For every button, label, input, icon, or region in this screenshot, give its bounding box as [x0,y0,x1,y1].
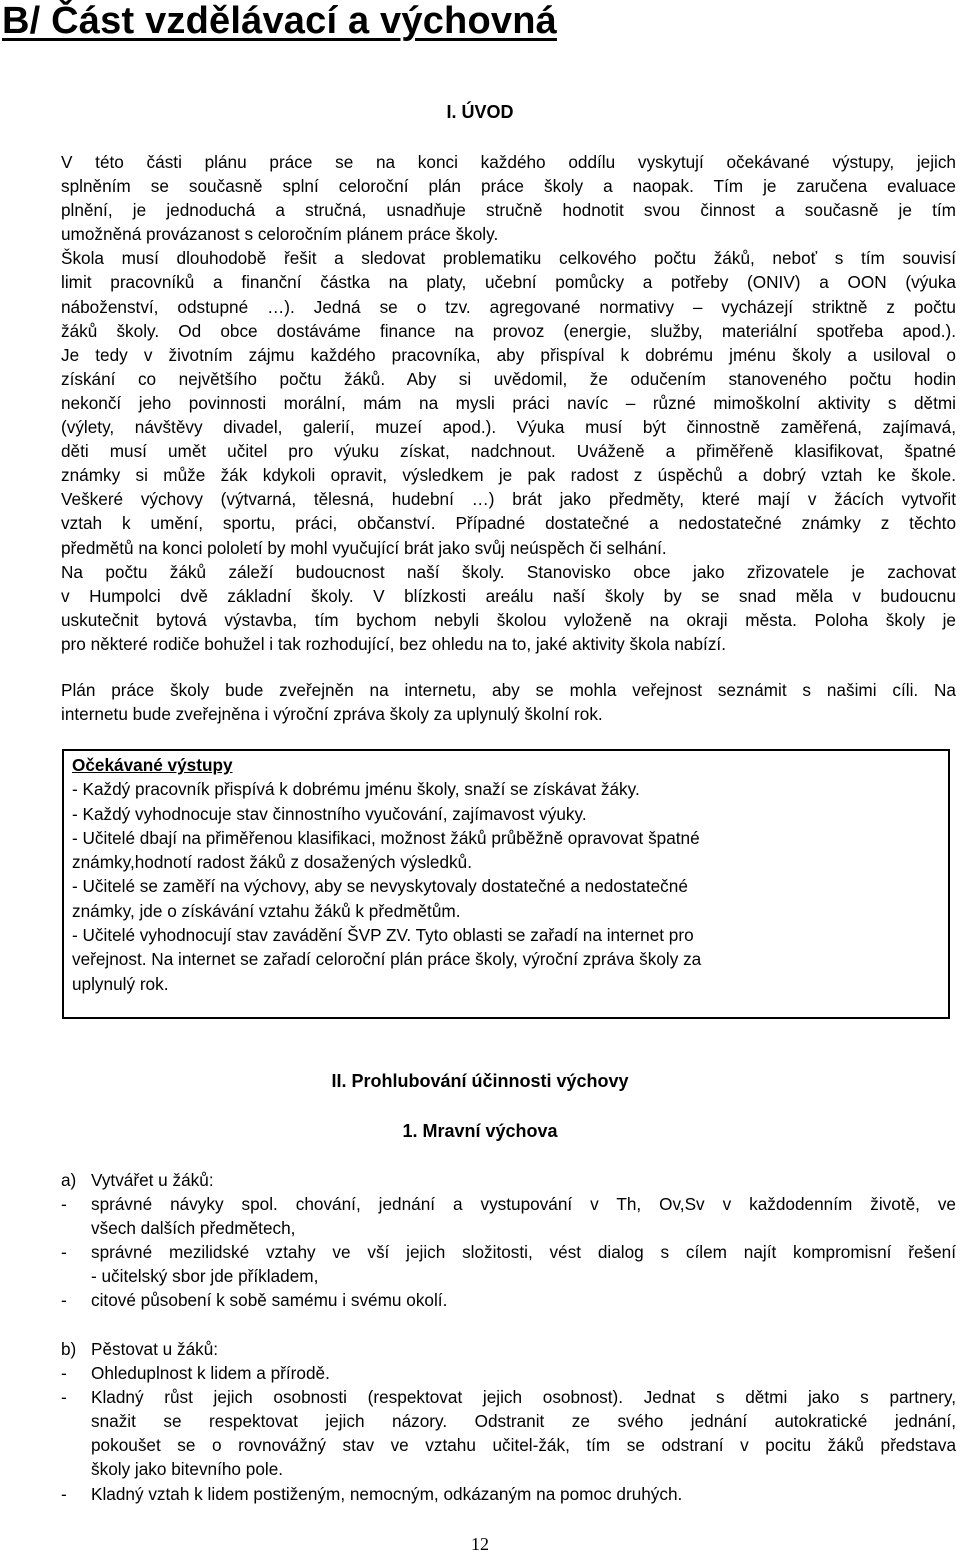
text-line: náboženství, odstupné …). Jedná se o tzv. agregované normativy – vycházejí striktně z počtu [61,296,956,317]
list-label: a) [61,1170,77,1190]
list-line: - učitelský sbor jde příkladem, [91,1266,319,1287]
text-line: žáků školy. Od obce dostáváme finance na provoz (energie, služby, materiální spotřeba apod.). [61,320,956,341]
bullet-marker: - [61,1194,67,1215]
list-title: Vytvářet u žáků: [91,1170,214,1190]
box-line: - Každý pracovník přispívá k dobrému jménu školy, snaží se získávat žáky. [72,779,640,800]
list-line: všech dalších předmětech, [91,1218,296,1239]
text-line: umožněná provázanost s celoročním plánem práce školy. [61,224,499,245]
text-line: pro některé rodiče bohužel i tak rozhodující, bez ohledu na to, jaké aktivity škola nabízí. [61,633,726,654]
box-line: - Učitelé vyhodnocují stav zavádění ŠVP ZV. Tyto oblasti se zařadí na internet pro [72,925,694,946]
list-a [61,1168,956,1313]
text-line: splněním se současně splní celoroční plán práce školy a naopak. Tím je zaručena evaluace [61,176,956,197]
text-line: uskutečnit bytová výstavba, tím bychom nebyli školou vyloženě na okraji města. Poloha školy je [61,609,956,630]
text-line: Na počtu žáků záleží budoucnost naší školy. Stanovisko obce jako zřizovatele je zachovat [61,561,956,582]
list-item [61,1361,956,1385]
list-line: Ohleduplnost k lidem a přírodě. [91,1363,330,1384]
list-line: správné mezilidské vztahy ve vší jejich složitosti, vést dialog s cílem najít kompromisní řešení [91,1242,956,1263]
text-line: (výlety, návštěvy divadel, galerií, muzeí apod.). Výuka musí být činnostně zaměřená, zajímavá, [61,417,956,438]
bullet-marker: - [61,1242,67,1263]
expected-outputs-box [62,749,950,1019]
text-line: předmětů na konci pololetí by mohl vyučující brát jako svůj neúspěch či selhání. [61,537,667,558]
web-paragraph [61,678,956,726]
list-line: správné návyky spol. chování, jednání a vystupování v Th, Ov,Sv v každodenním životě, ve [91,1194,956,1215]
bullet-marker: - [61,1363,67,1384]
list-line: pokoušet se o rovnovážný stav ve vztahu učitel-žák, tím se odstraní v pocitu žáků představa [91,1435,956,1456]
subsection-heading: 1. Mravní výchova [402,1121,558,1141]
box-line: - Učitelé dbají na přiměřenou klasifikaci, možnost žáků průběžně opravovat špatné [72,827,700,848]
page-number: 12 [471,1534,489,1554]
box-line: uplynulý rok. [72,973,169,994]
list-title: Pěstovat u žáků: [91,1339,219,1359]
text-line: známky si může žák kdykoli opravit, výsledkem je pak radost z úspěchů a dobrý vztah ke škole. [61,465,956,486]
text-line: vztah k umění, sportu, práci, občanství. Případné dostatečné a nedostatečné známky z těchto [61,513,956,534]
box-line: známky, jde o získávání vztahu žáků k předmětům. [72,900,461,921]
list-b [61,1337,956,1506]
text-line: V této části plánu práce se na konci každého oddílu vyskytují očekávané výstupy, jejich [61,152,956,172]
list-item [61,1385,956,1481]
text-line: děti musí umět učitel pro výuku získat, nadchnout. Uváženě a přiměřeně klasifikovat, špatné [61,441,956,462]
text-line: Veškeré výchovy (výtvarná, tělesná, hudební …) brát jako předměty, které mají v žácích vytvořit [61,489,956,510]
list-label: b) [61,1339,77,1359]
list-item [61,1240,956,1288]
list-line: Kladný vztah k lidem postiženým, nemocným, odkázaným na pomoc druhých. [91,1483,683,1504]
text-line: limit pracovníků a finanční částka na platy, učební pomůcky a potřeby (ONIV) a OON (výuka [61,272,956,293]
text-line: získání co největšího počtu žáků. Aby si uvědomil, že odučením stanoveného počtu hodin [61,368,956,389]
document-title: B/ Část vzdělávací a výchovná [2,0,557,42]
text-line: Škola musí dlouhodobě řešit a sledovat problematiku celkového počtu žáků, neboť s tím souvisí [61,248,956,269]
text-line: internetu bude zveřejněna i výroční zpráva školy za uplynulý školní rok. [61,704,603,725]
list-item [61,1482,956,1506]
box-line: - Každý vyhodnocuje stav činnostního vyučování, zajímavost výuky. [72,803,587,824]
list-line: snažit se respektovat jejich názory. Odstranit ze svého jednání autokratické jednání, [91,1411,956,1432]
box-line: veřejnost. Na internet se zařadí celoroční plán práce školy, výroční zpráva školy za [72,949,702,970]
text-line: Je tedy v životním zájmu každého pracovníka, aby přispíval k dobrému jménu školy a usiloval o [61,344,956,365]
intro-paragraph [61,150,956,656]
text-line: Plán práce školy bude zveřejněn na internetu, aby se mohla veřejnost seznámit s našimi cíli. Na [61,680,956,700]
text-line: nekončí jeho povinnosti morální, mám na mysli práci navíc – různé mimoškolní aktivity s dětmi [61,392,956,413]
section-heading-2: II. Prohlubování účinnosti výchovy [331,1071,629,1091]
text-line: v Humpolci dvě základní školy. V blízkosti areálu naší školy by se snad měla v budoucnu [61,585,956,606]
bullet-marker: - [61,1290,67,1311]
list-item [61,1192,956,1240]
box-line: známky,hodnotí radost žáků z dosažených výsledků. [72,852,472,873]
box-title: Očekávané výstupy [72,755,233,775]
box-line: - Učitelé se zaměří na výchovy, aby se nevyskytovaly dostatečné a nedostatečné [72,876,688,897]
bullet-marker: - [61,1387,67,1408]
list-line: citové působení k sobě samému i svému okolí. [91,1290,448,1311]
text-line: plnění, je jednoduchá a stručná, usnadňuje stručně hodnotit svou činnost a současně je tím [61,200,956,221]
list-line: Kladný růst jejich osobnosti (respektovat jejich osobnost). Jednat s dětmi jako s partnery, [91,1387,956,1408]
list-line: školy jako bitevního pole. [91,1459,284,1480]
list-item [61,1288,956,1312]
bullet-marker: - [61,1483,67,1504]
section-heading-intro: I. ÚVOD [446,102,514,122]
